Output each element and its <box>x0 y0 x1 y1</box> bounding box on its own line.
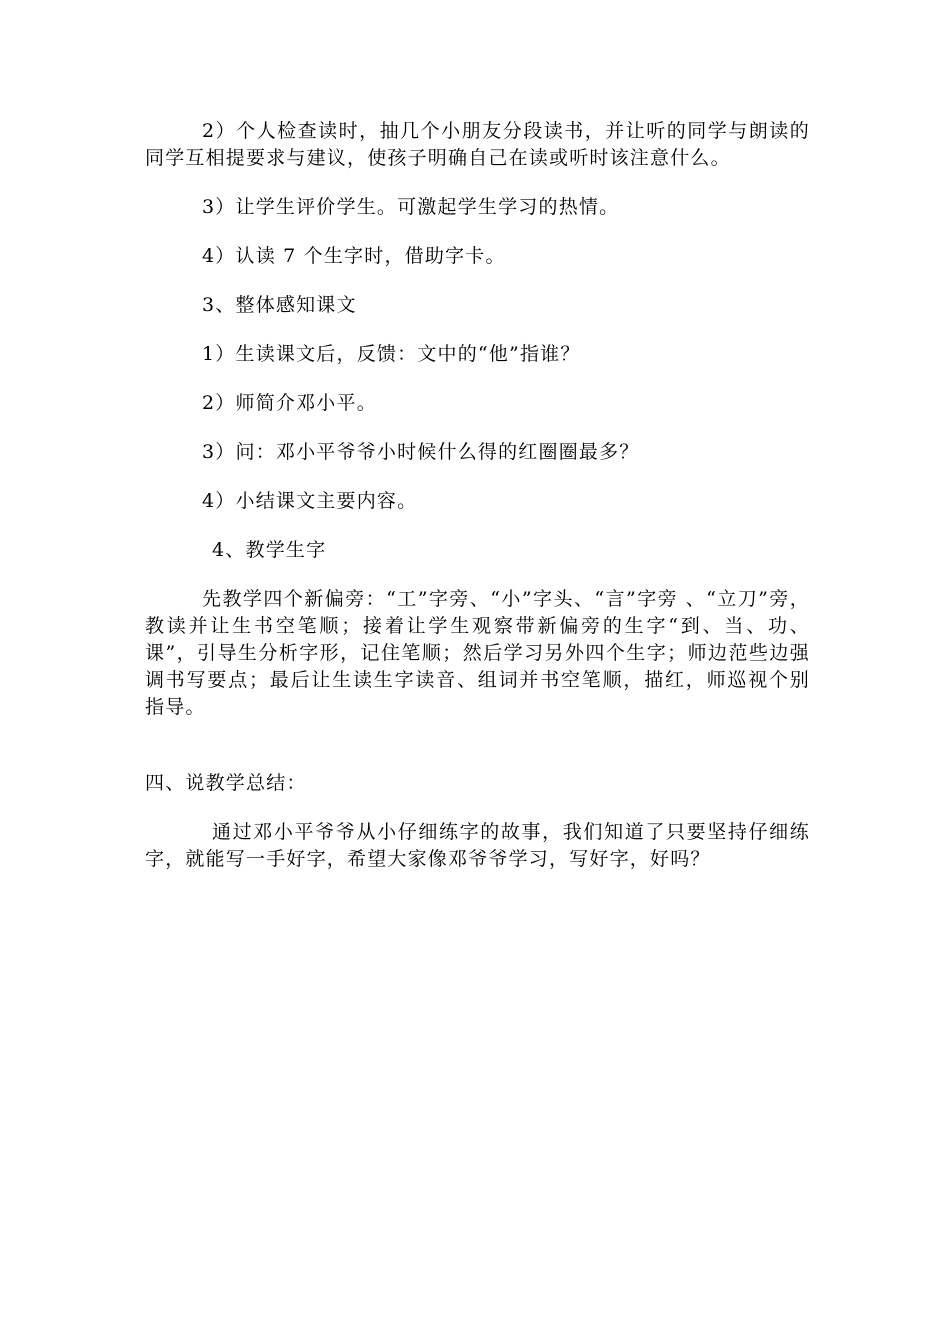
paragraph-conclusion: 通过邓小平爷爷从小仔细练字的故事，我们知道了只要坚持仔细练字，就能写一手好字，希望大家像邓爷爷学习，写好字，好吗？ <box>145 821 810 870</box>
paragraph-read-new-characters: 4）认读 7 个生字时，借助字卡。 <box>202 245 506 267</box>
section-heading-teaching-summary: 四、说教学总结： <box>145 772 307 794</box>
section-heading-teach-characters: 4、教学生字 <box>212 539 327 561</box>
document-body <box>145 118 810 873</box>
paragraph-question-red-circles: 3）问：邓小平爷爷小时候什么得的红圈圈最多？ <box>202 441 640 463</box>
paragraph-introduce-deng: 2）师简介邓小平。 <box>202 392 377 414</box>
paragraph-feedback-who: 1）生读课文后，反馈：文中的“他”指谁？ <box>202 343 581 365</box>
paragraph-summary-content: 4）小结课文主要内容。 <box>202 490 418 512</box>
paragraph-student-evaluation: 3）让学生评价学生。可激起学生学习的热情。 <box>202 196 620 218</box>
paragraph-personal-check-reading: 2）个人检查读时，抽几个小朋友分段读书，并让听的同学与朗读的同学互相提要求与建议，使孩子明确自己在读或听时该注意什么。 <box>145 120 810 169</box>
section-heading-overall-perception: 3、整体感知课文 <box>202 294 357 316</box>
paragraph-teach-radicals: 先教学四个新偏旁：“工”字旁、“小”字头、“言”字旁 、“立刀”旁，教读并让生书空笔顺；接着让学生观察带新偏旁的生字“到、当、功、课”，引导生分析字形，记住笔顺；然后学习另外四个生字；师边范些边强调书写要点；最后让生读生字读音、组词并书空笔顺，描红，师巡视个别指导。 <box>145 588 810 718</box>
